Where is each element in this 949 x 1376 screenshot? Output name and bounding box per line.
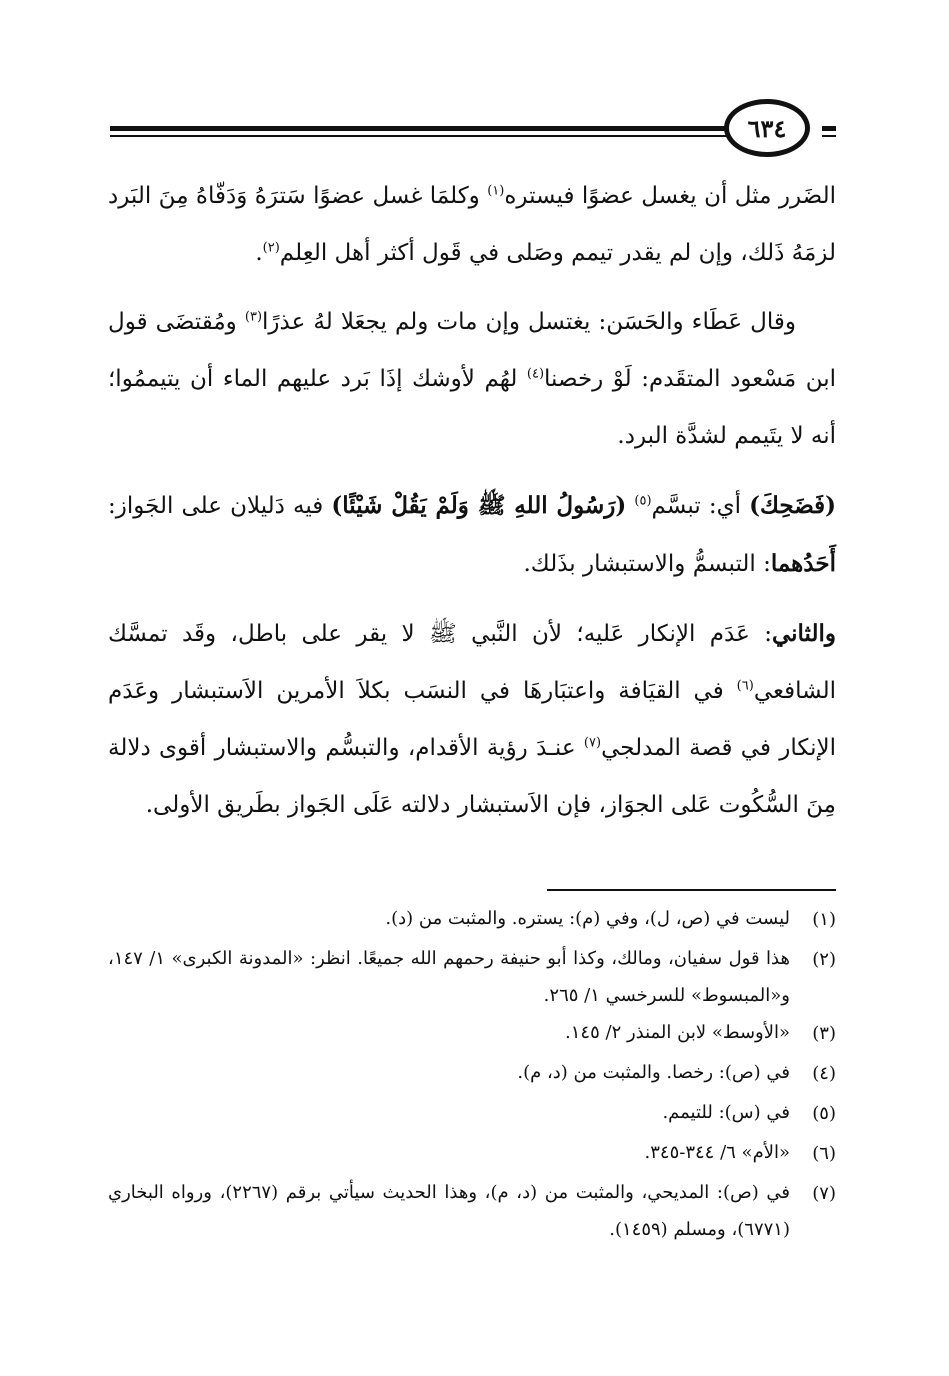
header-rule-thick [110,126,730,131]
footnote-separator [547,889,836,891]
quoted-phrase: (رَسُولُ اللهِ ﷺ وَلَمْ يَقُلْ شَيْئًا) [331,492,627,519]
keyword: والثاني [771,620,836,647]
footnote-number: (٦) [812,1143,836,1164]
text: فيه دَليلان على الجَواز: [108,493,332,519]
footnote-text: «الأوسط» لابن المنذر ٢/ ١٤٥. [565,1022,790,1043]
footnote-ref-1: (١) [487,183,505,199]
header-rule-right-thin [822,135,836,137]
text: وكلمَا غسل عضوًا سَترَهُ وَدَفّاهُ مِنَ البَرد لزمَهُ ذَلك، وإن لم يقدر تيمم وصَلى في قَول أكثر أهل العِلم [108,183,836,266]
footnote-6 [108,1134,836,1174]
footnote-text: في (ص): المديحي، والمثبت من (د، م)، وهذا الحديث سيأتي برقم (٢٢٦٧)، ورواه البخاري (٦٧٧١)، ومسلم (١٤٥٩). [108,1182,790,1240]
paragraph-3 [108,477,836,593]
text: ومُقتضَى قول ابن مَسْعود المتقَدم: لَوْ رخصنا [108,309,836,392]
footnote-4 [108,1054,836,1094]
footnote-text: ليست في (ص، ل)، وفي (م): يستره. والمثبت من (د). [385,908,790,929]
keyword: أَحَدُهما [770,550,836,577]
footnote-ref-6: (٦) [736,678,754,694]
text: وقال عَطَاء والحَسَن: يغتسل وإن مات ولم يجعَلا لهُ عذرًا [262,309,796,335]
text: . [255,240,263,266]
text: لهُم لأوشك إذَا بَرد عليهم الماء أن يتيممُوا؛ أنه لا يتَيمم لشدَّة البرد. [108,366,836,449]
page-number: ٦٣٤ [747,113,787,143]
text: : عَدَم الإنكار عَليه؛ لأن النَّبي ﷺ لا يقر على باطل، وقَد تمسَّك الشافعي [108,621,836,704]
main-text [108,168,836,846]
paragraph-4 [108,605,836,834]
text: : التبسمُّ والاستبشار بذَلك. [523,551,771,577]
page-header [110,98,836,168]
paragraph-2 [108,294,836,465]
footnote-text: «الأم» ٦/ ٣٤٤-٣٤٥. [644,1142,790,1163]
footnote-5 [108,1094,836,1134]
footnotes [108,900,836,1248]
footnote-number: (٤) [812,1063,836,1084]
text: أي: تبسَّم [651,493,750,519]
footnote-ref-3: (٣) [244,309,263,325]
text: عنـدَ رؤية الأقدام، والتبسُّم والاستبشار أقوى دلالة مِنَ السُّكُوت عَلى الجوَاز، فإن الاَستبشار دلالته عَلَى الجَواز بطَريق الأولى. [108,735,836,818]
quoted-phrase: (فَضَحِكَ) [749,492,837,519]
footnote-2 [108,940,836,1014]
footnote-ref-2: (٢) [262,240,280,256]
footnote-number: (٧) [812,1183,836,1204]
footnote-text: في (ص): رخصا. والمثبت من (د، م). [517,1062,790,1083]
footnote-3 [108,1014,836,1054]
header-rule-right-thick [822,126,836,131]
paragraph-1 [108,168,836,282]
header-rule-thin [110,135,730,137]
footnote-text: هذا قول سفيان، ومالك، وكذا أبو حنيفة رحمهم الله جميعًا. انظر: «المدونة الكبرى» ١/ ١٤٧، و«المبسوط» للسرخسي ١/ ٢٦٥. [108,948,790,1006]
footnote-number: (١) [812,909,836,930]
footnote-ref-5: (٥) [634,493,652,509]
footnote-text: في (س): للتيمم. [662,1102,790,1123]
footnote-1 [108,900,836,940]
footnote-number: (٣) [812,1023,836,1044]
text: في القيَافة واعتبَارهَا في النسَب بكلاَ الأمرين الاَستبشار وعَدَم الإنكار في قصة المدلجي [108,678,836,761]
footnote-number: (٥) [812,1103,836,1124]
text: الضَرر مثل أن يغسل عضوًا فيستره [504,183,836,209]
page-number-badge [724,99,810,157]
footnote-ref-4: (٤) [526,366,545,382]
footnote-number: (٢) [812,949,836,970]
footnote-ref-7: (٧) [583,735,602,751]
footnote-7 [108,1174,836,1248]
